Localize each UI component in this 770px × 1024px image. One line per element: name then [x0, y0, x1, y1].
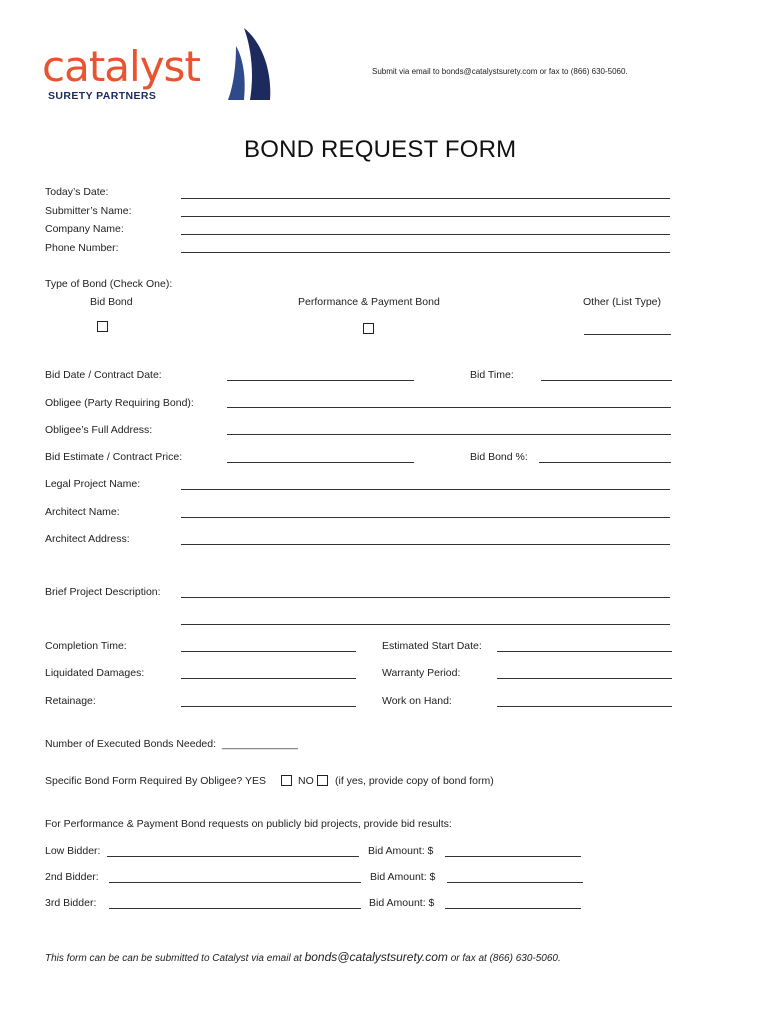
low-bidder-field[interactable] — [107, 856, 359, 857]
specific-form-yes-checkbox[interactable] — [281, 775, 292, 786]
bid-bond-option-label: Bid Bond — [90, 296, 133, 308]
retainage-label: Retainage: — [45, 695, 96, 707]
architect-address-label: Architect Address: — [45, 533, 130, 545]
specific-form-label: Specific Bond Form Required By Obligee? YES — [45, 775, 267, 787]
page-title: BOND REQUEST FORM — [244, 136, 517, 163]
footer-email-link[interactable]: bonds@catalystsurety.com — [304, 950, 448, 964]
submitter-name-field[interactable] — [181, 216, 670, 217]
architect-address-field[interactable] — [181, 544, 670, 545]
bid-estimate-field[interactable] — [227, 462, 414, 463]
bid-bond-checkbox[interactable] — [97, 321, 108, 332]
submitter-name-label: Submitter’s Name: — [45, 205, 132, 217]
project-description-field-2[interactable] — [181, 624, 670, 625]
footer-text-before: This form can be can be submitted to Catalyst via email at — [45, 953, 305, 964]
second-bid-amount-label: Bid Amount: $ — [370, 871, 436, 883]
second-bid-amount-field[interactable] — [447, 882, 583, 883]
liquidated-damages-label: Liquidated Damages: — [45, 667, 145, 679]
performance-bond-option-label: Performance & Payment Bond — [298, 296, 440, 308]
third-bid-amount-field[interactable] — [445, 908, 581, 909]
specific-form-no-checkbox[interactable] — [317, 775, 328, 786]
start-date-label: Estimated Start Date: — [382, 640, 482, 652]
executed-bonds-field[interactable]: _____________ — [221, 738, 298, 750]
phone-number-field[interactable] — [181, 252, 670, 253]
footer-note — [45, 950, 561, 964]
todays-date-label: Today’s Date: — [45, 186, 109, 198]
bid-results-intro: For Performance & Payment Bond requests on publicly bid projects, provide bid results: — [45, 818, 452, 830]
completion-time-label: Completion Time: — [45, 640, 127, 652]
architect-name-field[interactable] — [181, 517, 670, 518]
bid-bond-percent-field[interactable] — [539, 462, 671, 463]
legal-project-name-field[interactable] — [181, 489, 670, 490]
obligee-address-label: Obligee’s Full Address: — [45, 424, 153, 436]
work-on-hand-label: Work on Hand: — [382, 695, 452, 707]
company-name-label: Company Name: — [45, 223, 124, 235]
company-name-field[interactable] — [181, 234, 670, 235]
third-bidder-label: 3rd Bidder: — [45, 897, 97, 909]
bid-date-label: Bid Date / Contract Date: — [45, 369, 162, 381]
low-bid-amount-field[interactable] — [445, 856, 581, 857]
legal-project-name-label: Legal Project Name: — [45, 478, 141, 490]
architect-name-label: Architect Name: — [45, 506, 120, 518]
bid-time-label: Bid Time: — [470, 369, 514, 381]
sailboat-icon — [214, 24, 278, 104]
specific-form-no-label: NO — [298, 775, 314, 787]
start-date-field[interactable] — [497, 651, 672, 652]
logo-subtitle: SURETY PARTNERS — [48, 90, 157, 102]
bid-estimate-label: Bid Estimate / Contract Price: — [45, 451, 183, 463]
footer-text-after: or fax at (866) 630-5060. — [447, 953, 561, 964]
other-type-field[interactable] — [584, 334, 671, 335]
bid-time-field[interactable] — [541, 380, 672, 381]
completion-time-field[interactable] — [181, 651, 356, 652]
retainage-field[interactable] — [181, 706, 356, 707]
bid-date-field[interactable] — [227, 380, 414, 381]
low-bidder-label: Low Bidder: — [45, 845, 101, 857]
bid-bond-percent-label: Bid Bond %: — [470, 451, 528, 463]
bond-form-copy-note: (if yes, provide copy of bond form) — [335, 775, 494, 787]
phone-number-label: Phone Number: — [45, 242, 119, 254]
project-description-label: Brief Project Description: — [45, 586, 161, 598]
obligee-field[interactable] — [227, 407, 671, 408]
obligee-label: Obligee (Party Requiring Bond): — [45, 397, 194, 409]
bond-type-label: Type of Bond (Check One): — [45, 278, 173, 290]
other-option-label: Other (List Type) — [583, 296, 662, 308]
third-bid-amount-label: Bid Amount: $ — [369, 897, 435, 909]
warranty-period-field[interactable] — [497, 678, 672, 679]
second-bidder-field[interactable] — [109, 882, 361, 883]
second-bidder-label: 2nd Bidder: — [45, 871, 99, 883]
liquidated-damages-field[interactable] — [181, 678, 356, 679]
project-description-field-1[interactable] — [181, 597, 670, 598]
todays-date-field[interactable] — [181, 198, 670, 199]
logo-wordmark: catalyst — [42, 42, 200, 91]
executed-bonds-text: Number of Executed Bonds Needed: — [45, 738, 217, 750]
work-on-hand-field[interactable] — [497, 706, 672, 707]
obligee-address-field[interactable] — [227, 434, 671, 435]
logo — [42, 28, 277, 108]
low-bid-amount-label: Bid Amount: $ — [368, 845, 434, 857]
warranty-period-label: Warranty Period: — [382, 667, 461, 679]
submit-note: Submit via email to bonds@catalystsurety.com or fax to (866) 630-5060. — [372, 67, 628, 76]
performance-bond-checkbox[interactable] — [363, 323, 374, 334]
third-bidder-field[interactable] — [109, 908, 361, 909]
executed-bonds-label — [45, 738, 298, 750]
